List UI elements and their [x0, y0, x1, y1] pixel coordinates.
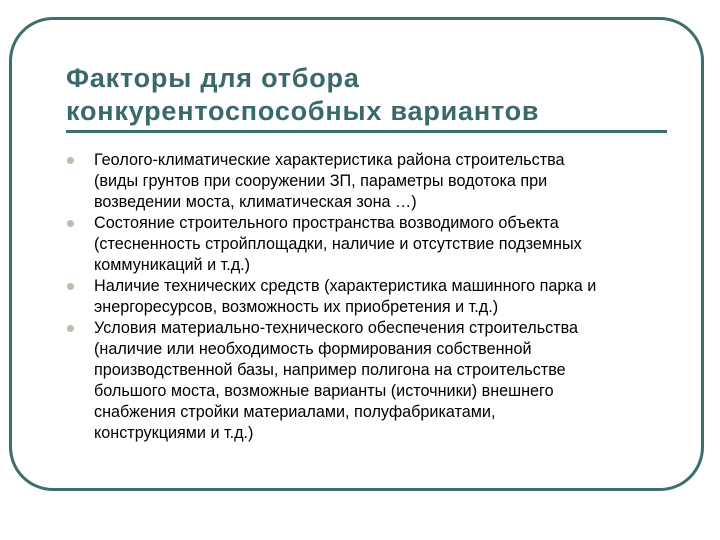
bullet-text-line: (виды грунтов при сооружении ЗП, параметры водотока при	[94, 172, 548, 190]
slide-title-line-1: Факторы для отбора	[66, 63, 360, 93]
bullet-text-line: возведении моста, климатическая зона …)	[94, 193, 417, 211]
bullet-item-4	[66, 318, 666, 444]
bullet-text-line: Состояние строительного пространства возводимого объекта	[94, 214, 559, 232]
bullet-dot-icon	[67, 220, 74, 227]
bullet-text-line: большого моста, возможные варианты (источники) внешнего	[94, 382, 554, 400]
bullet-text-line: производственной базы, например полигона на строительстве	[94, 361, 566, 379]
bullet-item-3	[66, 276, 666, 318]
bullet-text-line: Условия материально-технического обеспечения строительства	[94, 319, 579, 337]
bullet-text-line: (наличие или необходимость формирования собственной	[94, 340, 532, 358]
bullet-text-line: (стесненность стройплощадки, наличие и отсутствие подземных	[94, 235, 582, 253]
slide-title	[66, 62, 666, 128]
title-divider	[66, 130, 667, 133]
bullet-list	[66, 150, 666, 444]
bullet-dot-icon	[67, 157, 74, 164]
bullet-text-line: снабжения стройки материалами, полуфабрикатами,	[94, 403, 496, 421]
bullet-dot-icon	[67, 325, 74, 332]
bullet-text-line: конструкциями и т.д.)	[94, 424, 254, 442]
bullet-text-line: Наличие технических средств (характеристика машинного парка и	[94, 277, 597, 295]
bullet-text-line: коммуникаций и т.д.)	[94, 256, 251, 274]
bullet-item-2	[66, 213, 666, 276]
bullet-item-1	[66, 150, 666, 213]
slide-title-line-2: конкурентоспособных вариантов	[66, 96, 540, 126]
bullet-text-line: Геолого-климатические характеристика района строительства	[94, 151, 565, 169]
bullet-text-line: энергоресурсов, возможность их приобретения и т.д.)	[94, 298, 499, 316]
bullet-dot-icon	[67, 283, 74, 290]
